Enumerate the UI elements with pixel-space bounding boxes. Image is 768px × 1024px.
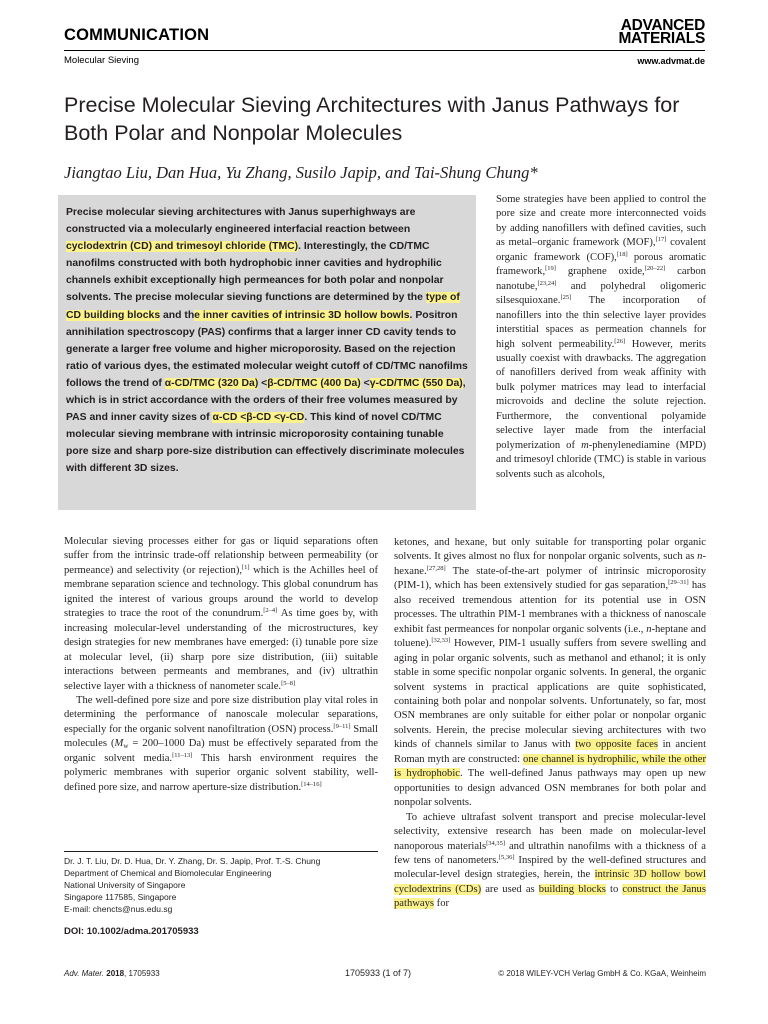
topic-label: Molecular Sieving bbox=[64, 55, 139, 66]
body-column-right-top: Some strategies have been applied to control the pore size and create more interconnected voids by adding nanofillers with defined cavities, such as metal–organic framework (MOF),[17] covalent organic framework (COF),[18] porous aromatic framework,[19] graphene oxide,[20–22] carbon nanotube,[23,24] and polyhedral oligomeric silsesquioxane.[25] The incorporation of nanofillers into the thin selective layer provides interstitial spaces as permeation channels for high solvent permeability.[26] However, merits usually coexist with drawbacks. The aggregation of nanofillers derived from weak affinity with bulk polymer matrices may lead to interfacial microvoids and decline the solute rejection. Furthermore, the conventional polyamide selective layer made from the interfacial polymerization of m-phenylenediamine (MPD) and trimesoyl chloride (TMC) is stable in various solvents such as alcohols, bbox=[496, 194, 706, 480]
footer-citation bbox=[64, 969, 160, 978]
header-rule bbox=[64, 50, 705, 51]
doi-link[interactable]: DOI: 10.1002/adma.201705933 bbox=[64, 926, 199, 937]
journal-url[interactable]: www.advmat.de bbox=[637, 56, 705, 66]
journal-logo-line2: MATERIALS bbox=[618, 29, 705, 47]
footer-journal: Adv. Mater. bbox=[64, 969, 105, 978]
section-label: COMMUNICATION bbox=[64, 26, 210, 44]
article-title: Precise Molecular Sieving Architectures with Janus Pathways for Both Polar and Nonpolar Molecules bbox=[64, 93, 680, 145]
affiliation-university: National University of Singapore bbox=[64, 880, 186, 890]
affiliation-block bbox=[64, 855, 378, 915]
footer-copyright: © 2018 WILEY-VCH Verlag GmbH & Co. KGaA, Weinheim bbox=[498, 969, 706, 978]
body-column-left: Molecular sieving processes either for gas or liquid separations often suffer from the intrinsic trade-off relationship between permeability (or permeance) and selectivity (or rejection),[1] which is the Achilles heel of membrane separation science and technology. This global conundrum has ignited the interest of various groups around the world to develop strategies to trace the root of the conundrum.[2–4] As time goes by, with increasing molecular-level understanding of the microstructures, key design strategies for new membranes have emerged: (i) tunable pore size at molecular level, (ii) sharp pore size distribution, (iii) suitable interactions between permeants and membranes, and (iv) ultrathin selective layer with a thickness of nanometer scale.[5–8] The well-defined pore size and pore size distribution play vital roles in determining the performance of nanoscale molecular separations, especially for the organic solvent nanofiltration (OSN) process.[9–11] Small molecules ($M_w = 200-1000$ Da) must be effectively separated from the organic solvent media.[11–13] This harsh environment requires the polymeric membranes with superior organic solvent stability, well-defined pore size, and narrow aperture-size distribution.[14–16] bbox=[64, 536, 379, 793]
footer-article-no: , 1705933 bbox=[124, 969, 160, 978]
affiliation-rule bbox=[64, 851, 378, 852]
affiliation-authors: Dr. J. T. Liu, Dr. D. Hua, Dr. Y. Zhang, Dr. S. Japip, Prof. T.-S. Chung bbox=[64, 856, 321, 866]
abstract-text: Precise molecular sieving architectures with Janus superhighways are constructed via a molecularly engineered interfacial reaction between cyclodextrin (CD) and trimesoyl chloride (TMC). Interestingly, the CD/TMC nanofilms constructed with both hydrophobic inner cavities and hydrophilic channels exhibit exceptionally high permeances for both polar and nonpolar solvents. The precise molecular sieving functions are determined by the type of CD building blocks and the inner cavities of intrinsic 3D hollow bowls. Positron annihilation spectroscopy (PAS) confirms that a larger inner CD cavity tends to generate a larger free volume and higher microporosity. Based on the rejection ratio of various dyes, the estimated molecular weight cutoff of CD/TMC nanofilms follows the trend of α-CD/TMC (320 Da) <β-CD/TMC (400 Da) <γ-CD/TMC (550 Da), which is in strict accordance with the orders of their free volumes measured by PAS and inner cavity sizes of α-CD <β-CD <γ-CD. This kind of novel CD/TMC molecular sieving membrane with intrinsic microporosity containing tunable pore size and sharp pore-size distribution can effectively discriminate molecules with different 3D sizes. bbox=[66, 207, 468, 475]
journal-logo bbox=[605, 17, 705, 47]
affiliation-address: Singapore 117585, Singapore bbox=[64, 892, 177, 902]
footer-year: 2018 bbox=[106, 969, 125, 978]
journal-logo-line1: ADVANCED bbox=[620, 17, 705, 34]
affiliation-email[interactable]: E-mail: chencts@nus.edu.sg bbox=[64, 904, 173, 914]
author-list: Jiangtao Liu, Dan Hua, Yu Zhang, Susilo Japip, and Tai-Shung Chung* bbox=[64, 163, 538, 182]
body-column-right: ketones, and hexane, but only suitable for transporting polar organic solvents. It gives almost no flux for nonpolar organic solvents, such as n-hexane.[27,28] The state-of-the-art polymer of intrinsic microporosity (PIM-1), which has been extensively studied for gas separation,[29–31] has also received tremendous attention for its potential use in OSN processes. The ultrathin PIM-1 membranes with a thickness of nanoscale exhibit fast permeances for nonpolar organic solvents (i.e., n-heptane and toluene).[32,33] However, PIM-1 usually suffers from severe swelling and aging in polar organic solvents, such as methanol and ethanol; it is only stable in some specific nonpolar organic solvents. In general, the organic solvent systems in practical applications are quite sophisticated, containing both polar and nonpolar solvents. Unfortunately, so far, most OSN membranes are only suitable for either polar or nonpolar organic solvents. Herein, the precise molecular sieving architectures with two kinds of channels similar to Janus with two opposite faces in ancient Roman myth are constructed: one channel is hydrophilic, while the other is hydrophobic. The well-defined Janus pathways may open up new opportunities to design advanced OSN membranes for both polar and nonpolar solvents. To achieve ultrafast solvent transport and precise molecular-level selectivity, extensive research has been made on molecular-level nanoporous materials[34,35] and ultrathin nanofilms with a thickness of a few tens of nanometers.[5,36] Inspired by the well-defined structures and molecular-level design strategies, herein, the intrinsic 3D hollow bowl cyclodextrins (CDs) are used as building blocks to construct the Janus pathways for bbox=[394, 537, 707, 910]
affiliation-department: Department of Chemical and Biomolecular Engineering bbox=[64, 868, 272, 878]
footer-page-number: 1705933 (1 of 7) bbox=[345, 968, 412, 978]
